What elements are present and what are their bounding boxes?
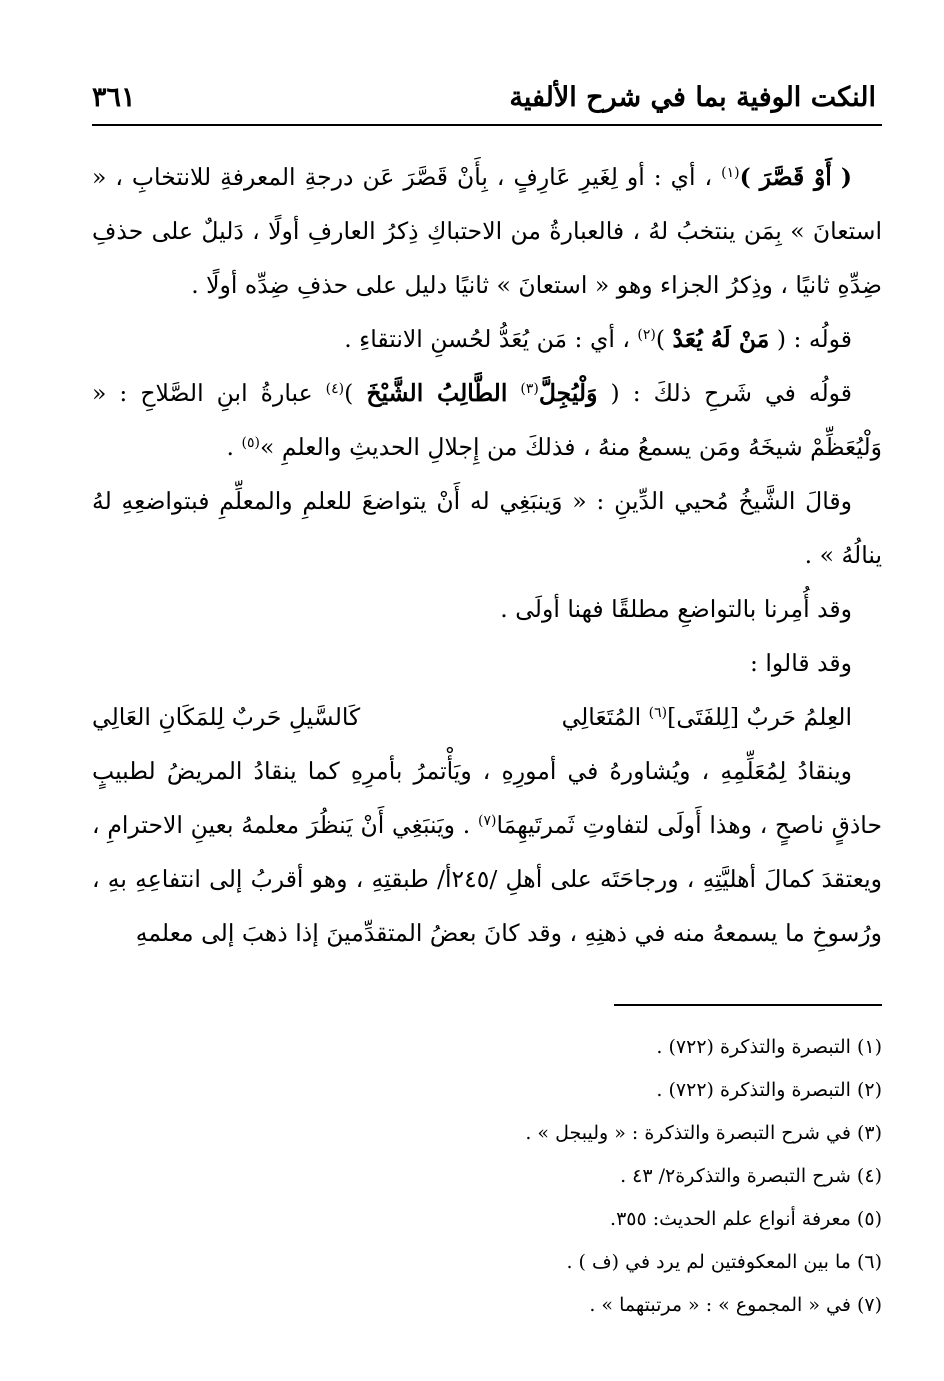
running-header [92,78,876,118]
verse-text: المُتَعَالِي [561,703,642,731]
verse-text: لِلفَتَى [676,703,730,731]
book-title: النكت الوفية بما في شرح الألفية [509,82,876,113]
footnotes [92,1026,882,1327]
footnote-1: (١) التبصرة والتذكرة (٧٢٢) . [656,1036,882,1058]
paragraph-4 [92,474,882,582]
verse-first-hemistich [562,690,852,744]
verse-text: ] [667,703,677,731]
page-number: ٣٦١ [92,82,136,113]
quoted-phrase: وَلْيُجِلَّ [538,379,598,407]
quoted-phrase: الطَّالِبُ الشَّيْخَ [366,379,508,407]
paragraph-end: . [226,433,235,461]
paragraph-text: ، أي : أو لِغَيرِ عَارِفٍ ، بِأَنْ قَصَّرَ عَن درجةِ المعرفةِ للانتخابِ ، « استعانَ » بِمَن ينتخبُ لهُ ، فالعبارةُ من الاحتباكِ ذِكرُ العارفِ أولًا ، دَليلٌ على حذفِ ضِدِّهِ ثانيًا ، وذِكرُ الجزاء وهو « استعانَ » ثانيًا دليل على حذفِ ضِدِّه أولًا . [92,163,882,299]
footnote-ref-4: (٤) [325,381,345,397]
paren-close: ) [739,163,751,191]
header-rule [92,124,882,126]
footnote-3: (٣) في شرح التبصرة والتذكرة : « وليبجل » . [525,1122,882,1144]
paren-open: ( [840,163,852,191]
paragraph-7 [92,744,882,960]
paragraph-2 [92,312,882,366]
paragraph-text: عبارةُ ابنِ الصَّلاحِ : « وَلْيُعَظِّمْ شيخَهُ ومَن يسمعُ منهُ ، فذلكَ من إِجلالِ الحديثِ والعلمِ » [92,379,882,461]
footnote-separator [614,1004,882,1006]
paren-close: ) [344,379,354,407]
paragraph-1 [92,150,882,312]
footnote-ref-7: (٧) [477,813,497,829]
footnote-ref-1: (١) [721,165,740,181]
main-text [92,150,882,960]
paragraph-lead: قولُه : ( [776,325,852,353]
paragraph-6 [92,636,882,690]
footnote-4: (٤) شرح التبصرة والتذكرة٢/ ٤٣ . [620,1165,882,1187]
paragraph-text: وقد أُمِرنا بالتواضعِ مطلقًا فهنا أولَى . [500,595,852,623]
paragraph-5 [92,582,882,636]
quoted-phrase: مَنْ لَهُ يُعَدْ [672,325,770,353]
footnote-ref-5: (٥) [241,435,260,451]
paren-close: ) [655,325,666,353]
verse-text: العِلمُ حَربٌ [ [729,703,852,731]
poetry-verse [92,690,882,744]
quoted-phrase: أَوْ قَصَّرَ [759,163,832,191]
paragraph-text: وقد قالوا : [750,649,852,677]
paragraph-3 [92,366,882,474]
footnote-ref-6: (٦) [648,705,668,721]
paragraph-text: . ويَنبَغِي أَنْ يَنظُرَ معلمهُ بعينِ الاحترامِ ، ويعتقدَ كمالَ أهليَّتِهِ ، ورجاحَتَه على أهلِ /٢٤٥أ/ طبقتِهِ ، وهو أقربُ إلى انتفاعِهِ بهِ ، ورُسوخِ ما يسمعهُ منه في ذهنِهِ ، وقد كانَ بعضُ المتقدِّمينَ إذا ذهبَ إلى معلمهِ [92,811,882,947]
footnote-6: (٦) ما بين المعكوفتين لم يرد في (ف ) . [566,1251,882,1273]
footnote-5: (٥) معرفة أنواع علم الحديث: ٣٥٥. [610,1208,882,1230]
paragraph-text: وقالَ الشَّيخُ مُحيي الدِّينِ : « وَينبَغِي له أَنْ يتواضعَ للعلمِ والمعلِّمِ فبتواضعِهِ لهُ ينالُهُ » . [92,487,882,569]
footnote-2: (٢) التبصرة والتذكرة (٧٢٢) . [656,1079,882,1101]
footnote-ref-2: (٢) [637,327,656,343]
verse-second-hemistich: كَالسَّيلِ حَربٌ لِلمَكَانِ العَالِي [92,703,361,731]
footnote-7: (٧) في « المجموع » : « مرتبتهما » . [589,1294,882,1316]
paragraph-lead: قولُه في شَرحِ ذلكَ : ( [610,379,852,407]
paragraph-text: ، أي : مَن يُعَدُّ لحُسنِ الانتقاءِ . [344,325,630,353]
paragraph-text: وينقادُ لِمُعَلِّمِهِ ، ويُشاورهُ في أمورِهِ ، ويَأْتمرُ بأمرِهِ كما ينقادُ المريضُ لطبيبٍ حاذقٍ ناصحٍ ، وهذا أَولَى لتفاوتِ ثَمرتَيهِمَا [92,757,882,839]
footnote-ref-3: (٣) [520,381,539,397]
